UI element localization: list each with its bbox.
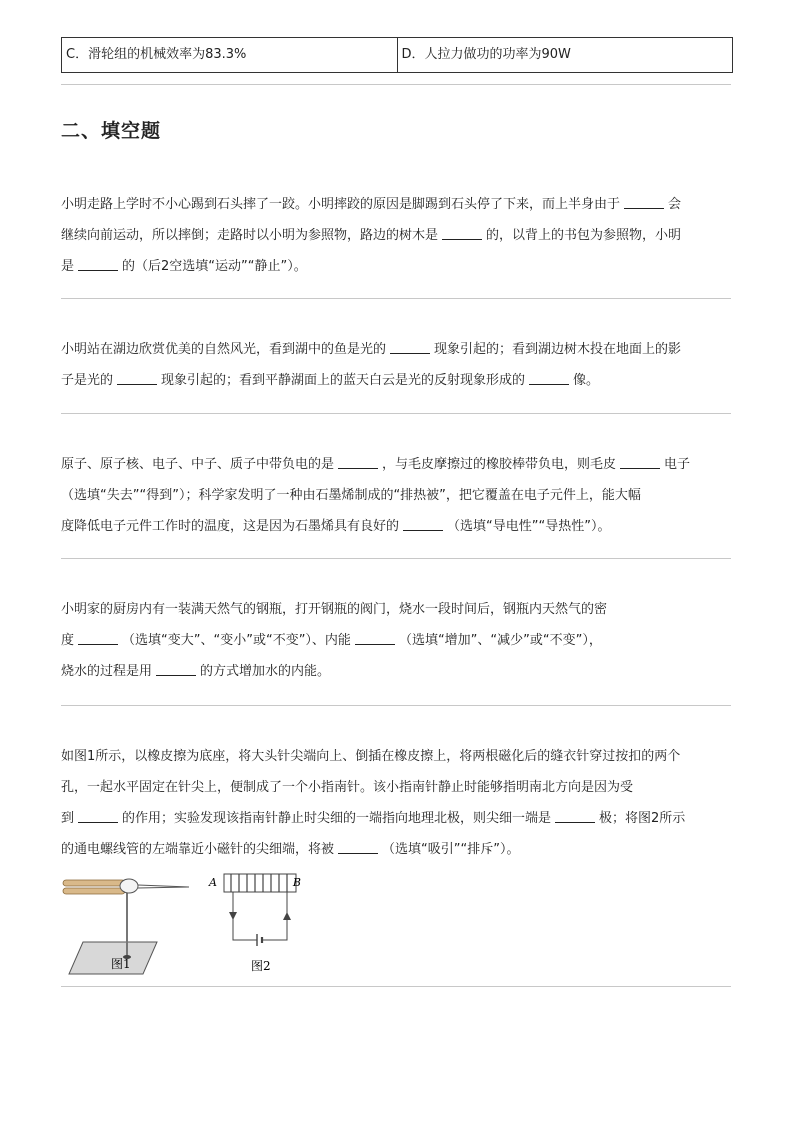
question-text: （选填“变大”、“变小”或“不变”）、内能 — [122, 633, 351, 648]
question-3 — [61, 449, 731, 542]
answer-blank[interactable] — [338, 455, 378, 469]
question-text: 小明走路上学时不小心踢到石头摔了一跤。小明摔跤的原因是脚踢到石头停了下来，而上半身由于 — [61, 197, 621, 212]
question-text: 子是光的 — [61, 373, 114, 388]
answer-blank[interactable] — [117, 371, 157, 385]
divider — [61, 558, 731, 559]
answer-blank[interactable] — [78, 257, 118, 271]
question-text: （选填“导电性”“导热性”）。 — [447, 519, 611, 534]
question-5 — [61, 741, 731, 865]
question-text: （选填“吸引”“排斥”）。 — [382, 842, 520, 857]
divider — [61, 413, 731, 414]
answer-blank[interactable] — [355, 631, 395, 645]
answer-blank[interactable] — [624, 195, 664, 209]
question-text: 的作用；实验发现该指南针静止时尖细的一端指向地理北极，则尖细一端是 — [122, 811, 552, 826]
answer-blank[interactable] — [338, 840, 378, 854]
option-d: D．人拉力做功的功率为90W — [397, 38, 733, 72]
figures — [61, 868, 301, 978]
question-text: （选填“失去”“得到”）；科学家发明了一种由石墨烯制成的“排热被”，把它覆盖在电子元件上，能大幅 — [61, 488, 641, 503]
question-text: 小明站在湖边欣赏优美的自然风光，看到湖中的鱼是光的 — [61, 342, 387, 357]
question-text: 的方式增加水的内能。 — [200, 664, 331, 679]
question-text: 度降低电子元件工作时的温度，这是因为石墨烯具有良好的 — [61, 519, 400, 534]
figure-1-caption: 图1 — [111, 957, 131, 971]
divider — [61, 298, 731, 299]
question-text: ，与毛皮摩擦过的橡胶棒带负电，则毛皮 — [382, 457, 617, 472]
section-title: 二、填空题 — [61, 120, 162, 142]
question-text: 度 — [61, 633, 75, 648]
question-text: 现象引起的；看到湖边树木投在地面上的影 — [434, 342, 682, 357]
answer-blank[interactable] — [78, 631, 118, 645]
divider — [61, 705, 731, 706]
question-text: 到 — [61, 811, 75, 826]
question-text: 现象引起的；看到平静湖面上的蓝天白云是光的反射现象形成的 — [161, 373, 526, 388]
figure-2-caption: 图2 — [251, 959, 271, 973]
answer-blank[interactable] — [156, 662, 196, 676]
label-a: A — [209, 876, 217, 889]
question-text: （选填“增加”、“减少”或“不变”）， — [398, 633, 602, 648]
divider — [61, 986, 731, 987]
question-text: 极；将图2所示 — [599, 811, 686, 826]
divider — [61, 84, 731, 85]
answer-blank[interactable] — [442, 226, 482, 240]
figure-2-solenoid — [224, 874, 296, 946]
answer-blank[interactable] — [555, 809, 595, 823]
option-c: C．滑轮组的机械效率为83.3% — [66, 47, 247, 62]
question-text: 的，以背上的书包为参照物，小明 — [486, 228, 682, 243]
question-text: 会 — [668, 197, 682, 212]
question-1 — [61, 189, 731, 282]
answer-blank[interactable] — [529, 371, 569, 385]
question-4 — [61, 594, 731, 687]
question-text: 如图1所示，以橡皮擦为底座，将大头针尖端向上、倒插在橡皮擦上，将两根磁化后的缝衣针穿过按扣的两个 — [61, 749, 681, 764]
question-2 — [61, 334, 731, 396]
label-b: B — [292, 876, 301, 889]
answer-blank[interactable] — [390, 340, 430, 354]
question-text: 烧水的过程是用 — [61, 664, 153, 679]
answer-blank[interactable] — [78, 809, 118, 823]
options-table — [61, 37, 733, 73]
question-text: 继续向前运动，所以摔倒；走路时以小明为参照物，路边的树木是 — [61, 228, 439, 243]
question-text: 的通电螺线管的左端靠近小磁针的尖细端，将被 — [61, 842, 335, 857]
question-text: 孔，一起水平固定在针尖上，便制成了一个小指南针。该小指南针静止时能够指明南北方向是因为受 — [61, 780, 634, 795]
question-text: 电子 — [664, 457, 691, 472]
question-text: 是 — [61, 259, 75, 274]
figures-svg — [61, 868, 301, 978]
question-text: 像。 — [573, 373, 600, 388]
answer-blank[interactable] — [403, 517, 443, 531]
question-text: 原子、原子核、电子、中子、质子中带负电的是 — [61, 457, 335, 472]
question-text: 小明家的厨房内有一装满天然气的钢瓶，打开钢瓶的阀门，烧水一段时间后，钢瓶内天然气的密 — [61, 602, 608, 617]
answer-blank[interactable] — [620, 455, 660, 469]
question-text: 的（后2空选填“运动”“静止”）。 — [122, 259, 307, 274]
